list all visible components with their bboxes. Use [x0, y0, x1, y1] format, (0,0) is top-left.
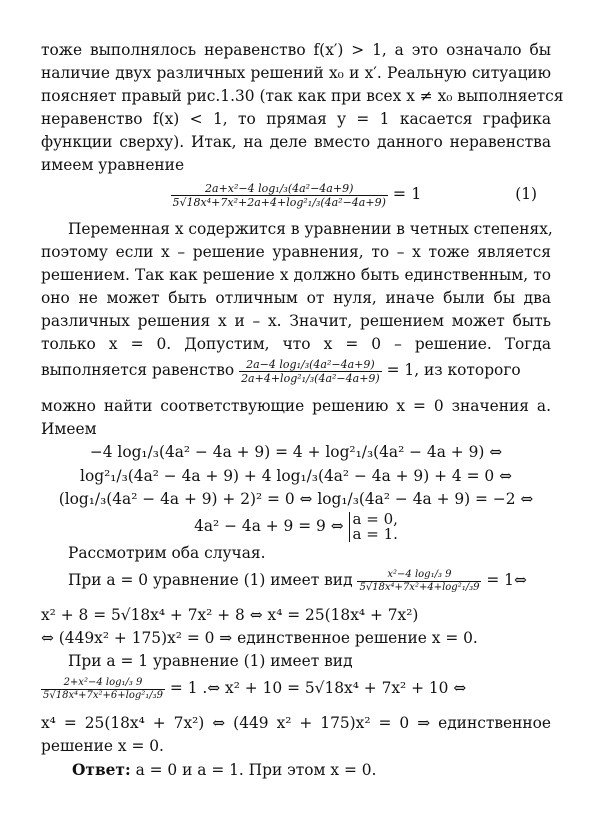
text-line: функции сверху). Итак, на деле вместо данного неравенства [41, 133, 551, 151]
system-cases [349, 512, 398, 542]
case-1-tail: = 1 .⇔ x² + 10 = 5√18x⁴ + 7x² + 10 ⇔ [169, 679, 467, 697]
text-line: x² + 8 = 5√18x⁴ + 7x² + 8 ⇔ x⁴ = 25(18x⁴ + 7x²) [41, 606, 419, 624]
equation-1 [41, 172, 551, 216]
equation-1-fraction [171, 182, 388, 209]
text-line: Имеем [41, 420, 97, 438]
equation-2-numerator: 2a−4 log₁/₃(4a²−4a+9) [239, 358, 382, 372]
text-line: поясняет правый рис.1.30 (так как при всех x ≠ x₀ выполняется [41, 87, 564, 105]
text-line: можно найти соответствующие решению x = 0 значения a. [41, 397, 551, 415]
case-1-numerator: 2+x²−4 log₁/₃ 9 [41, 677, 165, 690]
equation-2-denominator: 2a+4+log²₁/₃(4a²−4a+9) [241, 371, 380, 385]
answer-line [72, 760, 555, 780]
case-1-line [41, 668, 551, 708]
case-0-fraction [357, 569, 481, 594]
equation-1-denominator: 5√18x⁴+7x²+2a+4+log²₁/₃(4a²−4a+9) [172, 195, 386, 209]
system-case: a = 0, [352, 510, 398, 528]
text-line: Переменная x содержится в уравнении в четных степенях, [68, 220, 553, 238]
text-line: Рассмотрим оба случая. [68, 544, 266, 562]
equation-number: (1) [515, 185, 537, 203]
text-line: ⇔ (449x² + 175)x² = 0 ⇒ единственное решение x = 0. [41, 629, 478, 647]
case-0-denominator: 5√18x⁴+7x²+4+log²₁/₃9 [359, 581, 480, 593]
text-line: наличие двух различных решений x₀ и x′. Реальную ситуацию [41, 64, 551, 82]
text-line: x⁴ = 25(18x⁴ + 7x²) ⇔ (449 x² + 175)x² = 0 ⇒ единственное [41, 714, 551, 732]
system-case: a = 1. [352, 525, 398, 543]
text-line: При a = 1 уравнение (1) имеет вид [68, 652, 353, 670]
equation-1-rhs: = 1 [392, 184, 422, 203]
case-0-numerator: x²−4 log₁/₃ 9 [357, 569, 481, 582]
text-line: неравенство f(x) < 1, то прямая y = 1 касается графика [41, 110, 551, 128]
text-line: поэтому если x – решение уравнения, то – x тоже является [41, 243, 551, 261]
equation-2-line [41, 350, 551, 390]
answer-label: Ответ: [72, 761, 131, 779]
text-line: оно не может быть отличным от нуля, иначе были бы два [41, 289, 551, 307]
case-1-fraction [41, 677, 165, 702]
case-0-tail: = 1⇔ [486, 571, 527, 589]
math-chain-line: log²₁/₃(4a² − 4a + 9) + 4 log₁/₃(4a² − 4a + 9) + 4 = 0 ⇔ [80, 467, 512, 485]
case-0-line [68, 560, 551, 600]
math-chain-line: −4 log₁/₃(4a² − 4a + 9) = 4 + log²₁/₃(4a² − 4a + 9) ⇔ [89, 443, 503, 461]
text-line: имеем уравнение [41, 156, 185, 174]
text-line: только x = 0. Допустим, что x = 0 – решение. Тогда [41, 335, 551, 353]
text-line: решением. Так как решение x должно быть единственным, то [41, 266, 551, 284]
text-line: различных решения x и – x. Значит, решением может быть [41, 312, 551, 330]
equation-1-numerator: 2a+x²−4 log₁/₃(4a²−4a+9) [171, 182, 388, 196]
equation-2-fraction [239, 358, 382, 385]
system-lhs: 4a² − 4a + 9 = 9 ⇔ [194, 517, 344, 535]
equation-2-after: = 1, из которого [386, 361, 521, 379]
text-line: решение x = 0. [41, 737, 164, 755]
equation-2-before: выполняется равенство [41, 361, 235, 379]
equation-system [41, 506, 551, 546]
case-1-denominator: 5√18x⁴+7x²+6+log²₁/₃9 [43, 689, 163, 701]
answer-text: a = 0 и a = 1. При этом x = 0. [135, 761, 377, 779]
text-line: тоже выполнялось неравенство f(x′) > 1, а это означало бы [41, 41, 551, 59]
case-0-intro: При a = 0 уравнение (1) имеет вид [68, 571, 353, 589]
math-chain-line: (log₁/₃(4a² − 4a + 9) + 2)² = 0 ⇔ log₁/₃(4a² − 4a + 9) = −2 ⇔ [58, 490, 534, 508]
